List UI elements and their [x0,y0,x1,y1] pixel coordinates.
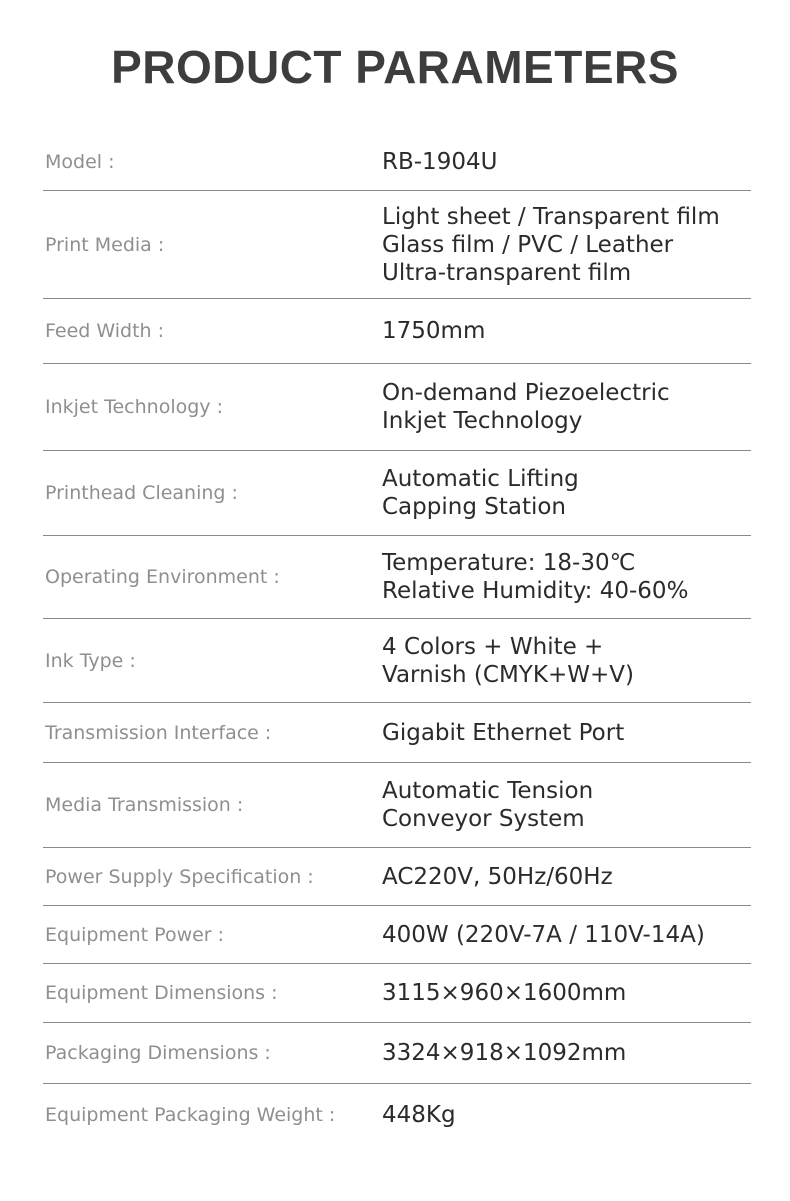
param-value-model [382,148,751,176]
param-value-line: 448Kg [382,1102,456,1128]
param-label-operating-environment: Operating Environment : [45,566,280,588]
param-value-line: Automatic Lifting [382,466,579,492]
param-value-line: Gigabit Ethernet Port [382,719,625,746]
param-value-line: Temperature: 18-30℃ [382,550,636,576]
param-label-power-supply: Power Supply Specification : [45,865,314,888]
param-label-ink-type: Ink Type : [45,649,136,672]
param-value-line: Varnish (CMYK+W+V) [382,661,634,688]
param-value-packaging-dimensions [382,1039,751,1067]
param-value-line: RB-1904U [382,149,498,175]
table-row [43,906,751,964]
param-label-equipment-dimensions: Equipment Dimensions : [45,982,278,1004]
param-value-line: Automatic Tension [382,778,594,804]
param-value-transmission-interface [382,719,751,747]
param-label-packaging-weight: Equipment Packaging Weight : [45,1104,336,1126]
param-value-line: On-demand Piezoelectric [382,380,670,406]
param-label-packaging-dimensions: Packaging Dimensions : [45,1042,271,1064]
parameters-table [43,134,751,1146]
param-value-equipment-dimensions [382,979,751,1007]
table-row [43,134,751,191]
param-value-line: 400W (220V-7A / 110V-14A) [382,921,705,948]
param-value-media-transmission [382,777,751,833]
param-value-packaging-weight [382,1101,751,1129]
table-row [43,299,751,364]
param-value-ink-type [382,633,751,689]
param-label-feed-width: Feed Width : [45,320,165,342]
param-value-inkjet-technology [382,379,751,435]
param-value-line: Capping Station [382,494,566,520]
param-value-operating-environment [382,549,751,605]
param-value-line: Light sheet / Transparent film [382,203,720,230]
table-row [43,364,751,451]
table-row [43,451,751,536]
table-row [43,619,751,703]
param-label-printhead-cleaning: Printhead Cleaning : [45,482,238,504]
param-value-line: Relative Humidity: 40-60% [382,578,689,604]
param-value-line: 4 Colors + White + [382,633,604,660]
table-row [43,763,751,848]
param-value-equipment-power [382,921,751,949]
param-label-model: Model : [45,151,115,173]
table-row [43,191,751,299]
param-value-line: AC220V, 50Hz/60Hz [382,863,613,890]
param-label-inkjet-technology: Inkjet Technology : [45,396,223,418]
param-value-line: 3324×918×1092mm [382,1040,627,1066]
param-value-line: 3115×960×1600mm [382,980,627,1006]
param-value-feed-width [382,317,751,345]
table-row [43,964,751,1023]
param-label-media-transmission: Media Transmission : [45,794,244,816]
param-value-line: Ultra-transparent film [382,259,632,286]
param-value-printhead-cleaning [382,465,751,521]
table-row [43,1084,751,1146]
param-value-line: Inkjet Technology [382,408,583,434]
param-value-print-media [382,203,751,287]
table-row [43,703,751,763]
table-row [43,848,751,906]
param-value-power-supply [382,863,751,891]
param-value-line: 1750mm [382,318,486,344]
param-label-transmission-interface: Transmission Interface : [45,721,272,744]
param-value-line: Conveyor System [382,806,585,832]
param-label-equipment-power: Equipment Power : [45,923,225,946]
page-title: PRODUCT PARAMETERS [111,41,679,93]
param-label-print-media: Print Media : [45,233,165,256]
table-row [43,1023,751,1084]
param-value-line: Glass film / PVC / Leather [382,231,674,258]
table-row [43,536,751,619]
